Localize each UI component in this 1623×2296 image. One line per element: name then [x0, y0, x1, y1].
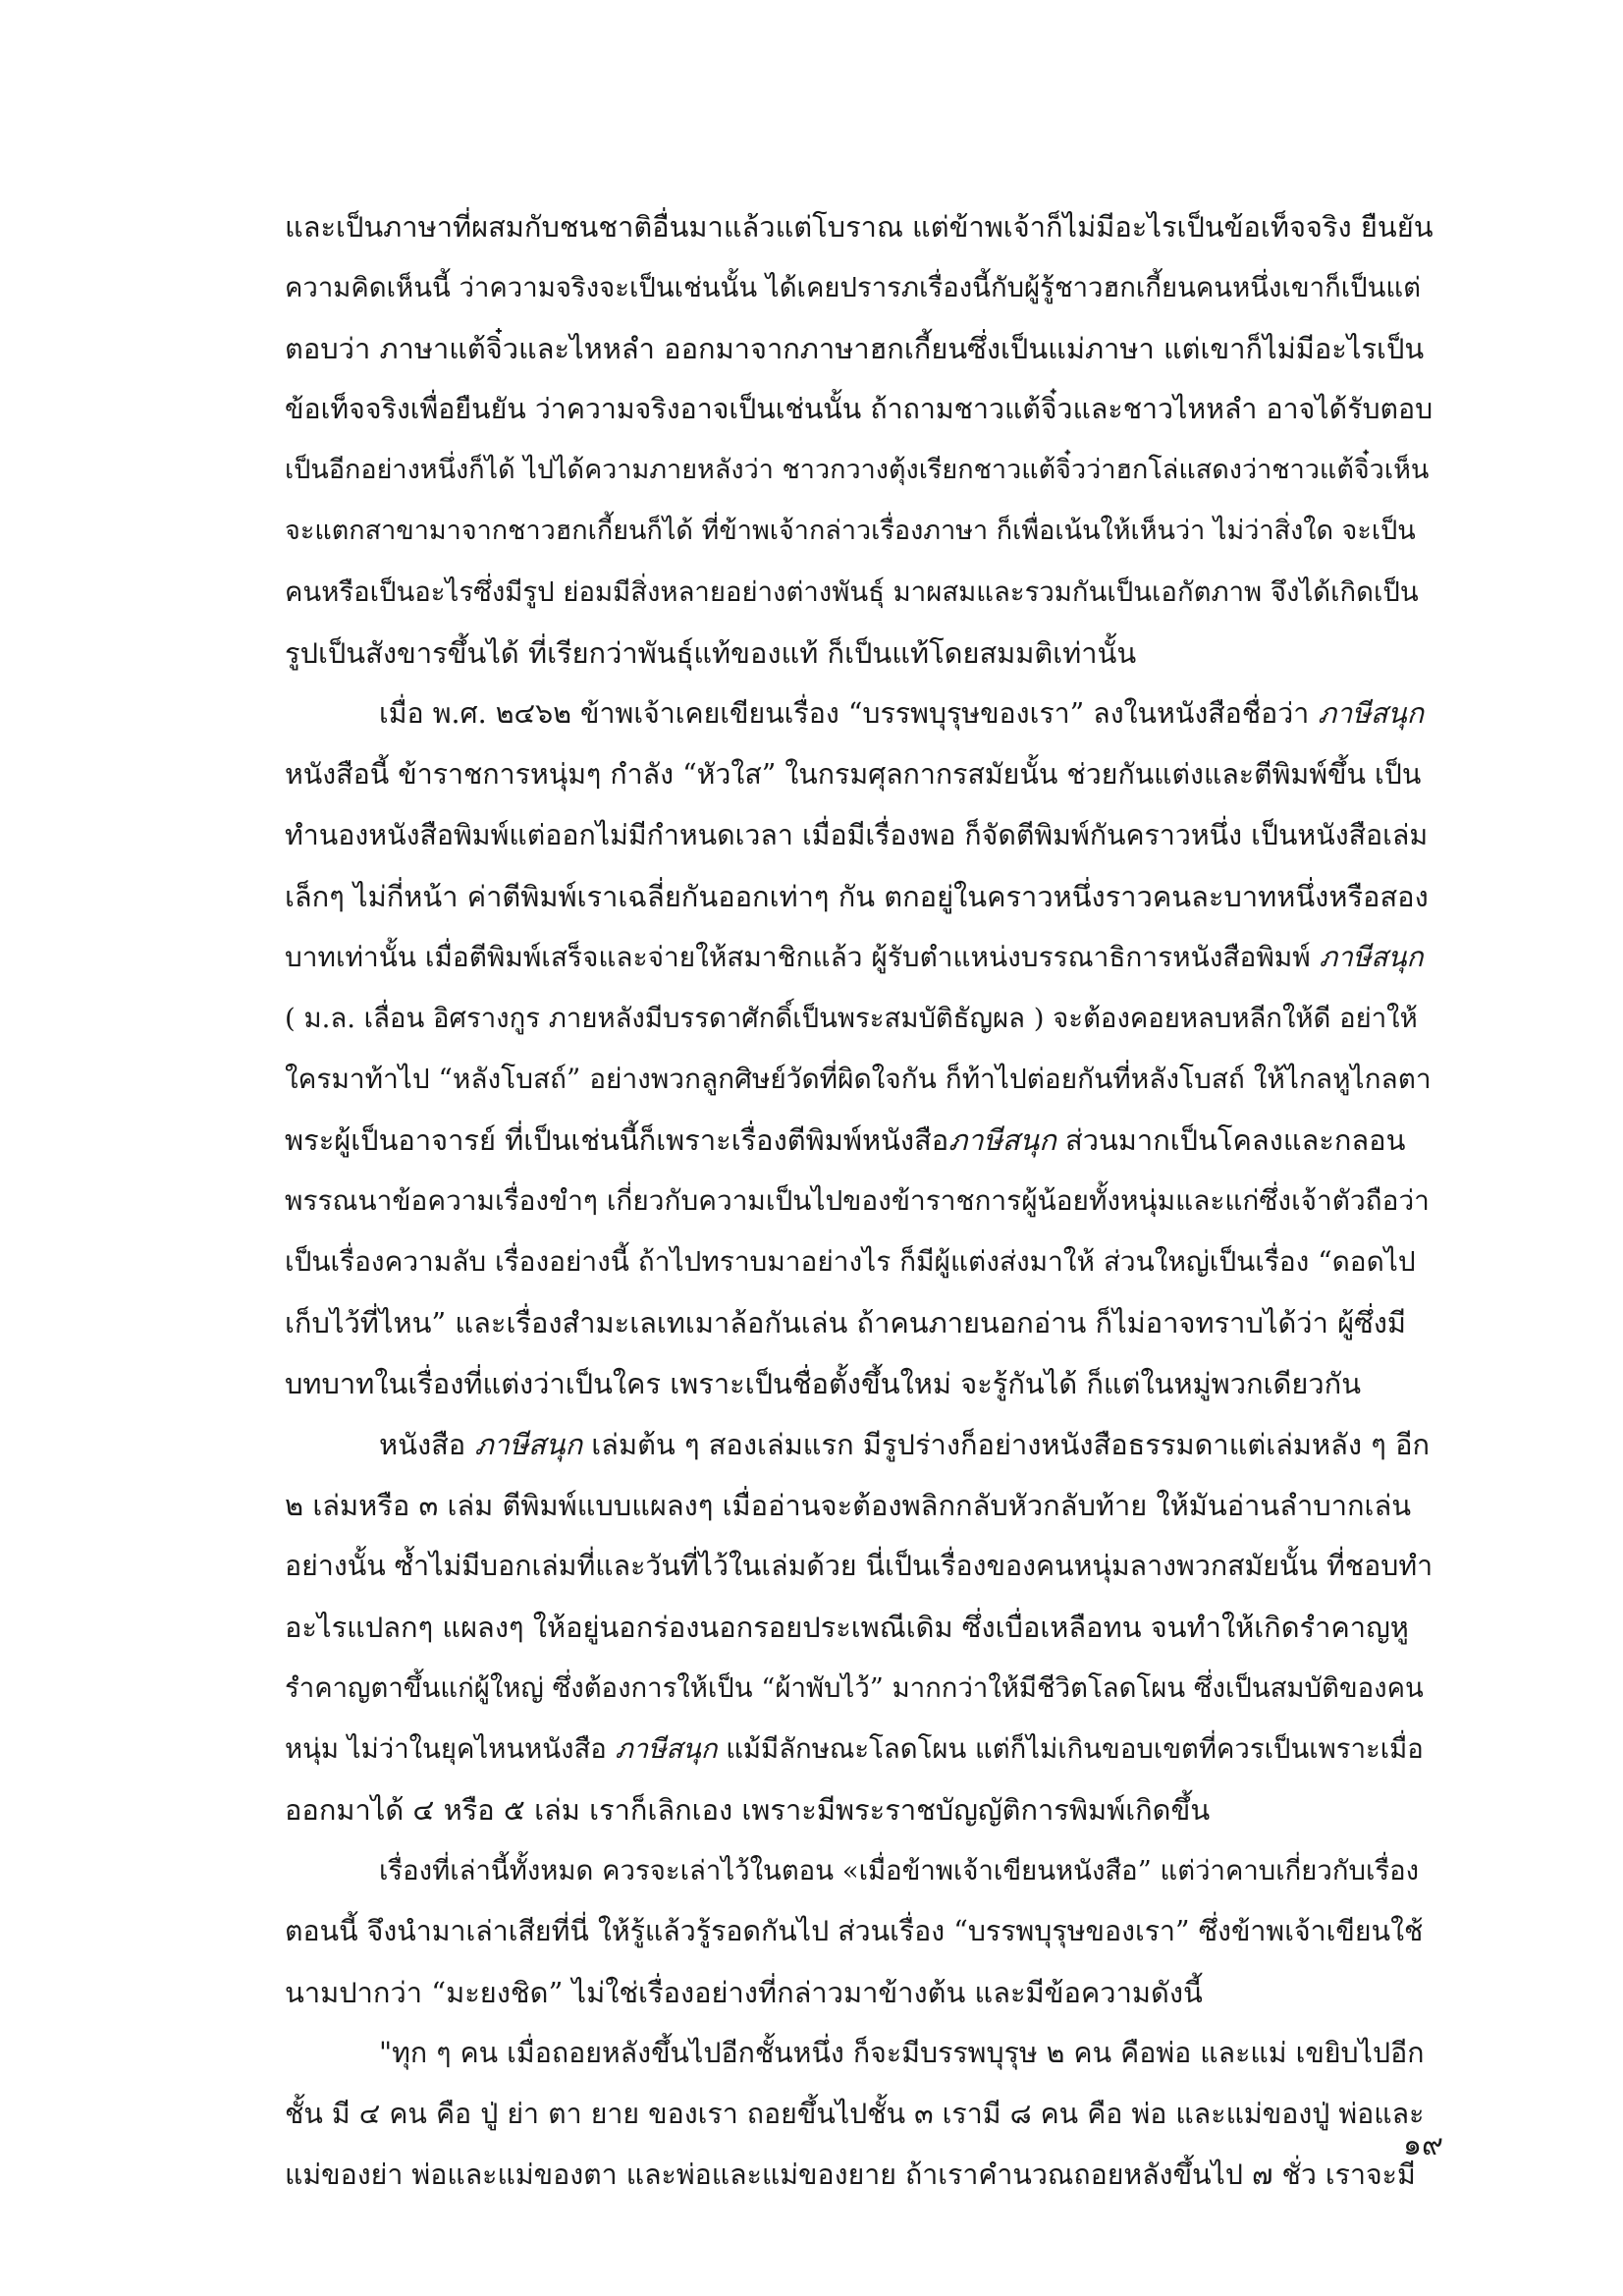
- text-line: แม่ของย่า พ่อและแม่ของตา และพ่อและแม่ของยาย ถ้าเราคำนวณถอยหลังขึ้นไป ๗ ชั่ว เราจะมี: [285, 2159, 1416, 2191]
- text-line: หนังสือนี้ ข้าราชการหนุ่มๆ กำลัง “หัวใส” ในกรมศุลกากรสมัยนั้น ช่วยกันแต่งและตีพิมพ์ขึ้น เป็น: [285, 758, 1422, 791]
- text-line: และเป็นภาษาที่ผสมกับชนชาติอื่นมาแล้วแต่โบราณ แต่ข้าพเจ้าก็ไม่มีอะไรเป็นข้อเท็จจริง ยืนยัน: [285, 210, 1434, 244]
- publication-title: ภาษีสนุก: [474, 1428, 583, 1461]
- text-line: ชั้น มี ๔ คน คือ ปู่ ย่า ตา ยาย ของเรา ถอยขึ้นไปชั้น ๓ เรามี ๘ คน คือ พ่อ และแม่ของปู่ พ่อและ: [285, 2098, 1425, 2130]
- text-line: ทำนองหนังสือพิมพ์แต่ออกไม่มีกำหนดเวลา เมื่อมีเรื่องพอ ก็จัดตีพิมพ์กันคราวหนึ่ง เป็นหนังสือเล่ม: [285, 819, 1429, 851]
- text-line: บทบาทในเรื่องที่แต่งว่าเป็นใคร เพราะเป็นชื่อตั้งขึ้นใหม่ จะรู้กันได้ ก็แต่ในหมู่พวกเดียวกัน: [285, 1367, 1362, 1400]
- text-line: ๒ เล่มหรือ ๓ เล่ม ตีพิมพ์แบบแผลงๆ เมื่ออ่านจะต้องพลิกกลับหัวกลับท้าย ให้มันอ่านลำบากเล่น: [285, 1489, 1412, 1522]
- text-line: หนังสือ ภาษีสนุก เล่มต้น ๆ สองเล่มแรก มีรูปร่างก็อย่างหนังสือธรรมดาแต่เล่มหลัง ๆ อีก: [379, 1428, 1431, 1461]
- publication-title: ภาษีสนุก: [1318, 697, 1424, 730]
- text-line: ตอบว่า ภาษาแต้จิ๋วและไหหลำ ออกมาจากภาษาฮกเกี้ยนซึ่งเป็นแม่ภาษา แต่เขาก็ไม่มีอะไรเป็น: [285, 332, 1425, 365]
- text-line: เป็นเรื่องความลับ เรื่องอย่างนี้ ถ้าไปทราบมาอย่างไร ก็มีผู้แต่งส่งมาให้ ส่วนใหญ่เป็นเรื่อง “ดอดไป: [285, 1245, 1416, 1278]
- text-line: รำคาญตาขึ้นแก่ผู้ใหญ่ ซึ่งต้องการให้เป็น “ผ้าพับไว้” มากกว่าให้มีชีวิตโลดโผน ซึ่งเป็นสมบัติของคน: [285, 1672, 1424, 1704]
- publication-title: ภาษีสนุก: [1319, 941, 1424, 973]
- text-line: "ทุก ๆ คน เมื่อถอยหลังขึ้นไปอีกชั้นหนึ่ง ก็จะมีบรรพบุรุษ ๒ คน คือพ่อ และแม่ เขยิบไปอีก: [379, 2037, 1425, 2069]
- text-line: หนุ่ม ไม่ว่าในยุคไหนหนังสือ ภาษีสนุก แม้มีลักษณะโลดโผน แต่ก็ไม่เกินขอบเขตที่ควรเป็นเพราะเมื่อ: [285, 1733, 1424, 1765]
- text-line: จะแตกสาขามาจากชาวฮกเกี้ยนก็ได้ ที่ข้าพเจ้ากล่าวเรื่องภาษา ก็เพื่อเน้นให้เห็นว่า ไม่ว่าสิ่งใด จะเป็น: [285, 516, 1416, 546]
- publication-title: ภาษีสนุก: [615, 1733, 718, 1765]
- text-line: ความคิดเห็นนี้ ว่าความจริงจะเป็นเช่นนั้น ได้เคยปรารภเรื่องนี้กับผู้รู้ชาวฮกเกี้ยนคนหนึ่งเขาก็เป็นแต่: [285, 272, 1421, 303]
- text-line: ใครมาท้าไป “หลังโบสถ์” อย่างพวกลูกศิษย์วัดที่ผิดใจกัน ก็ท้าไปต่อยกันที่หลังโบสถ์ ให้ไกลหูไกลตา: [285, 1063, 1432, 1095]
- text-line: เรื่องที่เล่านี้ทั้งหมด ควรจะเล่าไว้ในตอน «เมื่อข้าพเจ้าเขียนหนังสือ” แต่ว่าคาบเกี่ยวกับเรื่อง: [379, 1855, 1420, 1886]
- text-line: พระผู้เป็นอาจารย์ ที่เป็นเช่นนี้ก็เพราะเรื่องตีพิมพ์หนังสือภาษีสนุก ส่วนมากเป็นโคลงและกลอน: [285, 1123, 1406, 1157]
- text-line: ข้อเท็จจริงเพื่อยืนยัน ว่าความจริงอาจเป็นเช่นนั้น ถ้าถามชาวแต้จิ๋วและชาวไหหลำ อาจได้รับตอบ: [285, 393, 1434, 425]
- publication-title: ภาษีสนุก: [948, 1123, 1056, 1157]
- text-line: พรรณนาข้อความเรื่องขำๆ เกี่ยวกับความเป็นไปของข้าราชการผู้น้อยทั้งหนุ่มและแก่ซึ่งเจ้าตัวถือว่า: [285, 1184, 1430, 1217]
- text-line: เก็บไว้ที่ไหน” และเรื่องสำมะเลเทเมาล้อกันเล่น ถ้าคนภายนอกอ่าน ก็ไม่อาจทราบได้ว่า ผู้ซึ่งมี: [285, 1306, 1407, 1339]
- text-line: คนหรือเป็นอะไรซึ่งมีรูป ย่อมมีสิ่งหลายอย่างต่างพันธุ์ มาผสมและรวมกันเป็นเอกัตภาพ จึงได้เกิดเป็น: [285, 576, 1419, 608]
- text-line: ตอนนี้ จึงนำมาเล่าเสียที่นี่ ให้รู้แล้วรู้รอดกันไป ส่วนเรื่อง “บรรพบุรุษของเรา” ซึ่งข้าพเจ้าเขียนใช้: [285, 1915, 1424, 1947]
- text-line: เมื่อ พ.ศ. ๒๔๖๒ ข้าพเจ้าเคยเขียนเรื่อง “บรรพบุรุษของเรา” ลงในหนังสือชื่อว่า ภาษีสนุก: [379, 697, 1424, 730]
- page-number: ๑๙: [1402, 2128, 1443, 2162]
- text-line: อย่างนั้น ซ้ำไม่มีบอกเล่มที่และวันที่ไว้ในเล่มด้วย นี่เป็นเรื่องของคนหนุ่มลางพวกสมัยนั้น ที่ชอบทำ: [285, 1550, 1434, 1582]
- text-line: นามปากว่า “มะยงชิด” ไม่ใช่เรื่องอย่างที่กล่าวมาข้างต้น และมีข้อความดังนี้: [285, 1976, 1203, 2009]
- text-line: ( ม.ล. เลื่อน อิศรางกูร ภายหลังมีบรรดาศักดิ์เป็นพระสมบัติธัญผล ) จะต้องคอยหลบหลีกให้ดี อย่าให้: [285, 1003, 1418, 1034]
- text-line: อะไรแปลกๆ แผลงๆ ให้อยู่นอกร่องนอกรอยประเพณีเดิม ซึ่งเบื่อเหลือทน จนทำให้เกิดรำคาญหู: [285, 1611, 1409, 1644]
- text-line: เป็นอีกอย่างหนึ่งก็ได้ ไปได้ความภายหลังว่า ชาวกวางตุ้งเรียกชาวแต้จิ๋วว่าฮกโล่แสดงว่าชาวแต้จิ๋วเห็น: [285, 455, 1430, 485]
- text-line: ออกมาได้ ๔ หรือ ๕ เล่ม เราก็เลิกเอง เพราะมีพระราชบัญญัติการพิมพ์เกิดขึ้น: [285, 1793, 1211, 1827]
- text-line: เล็กๆ ไม่กี่หน้า ค่าตีพิมพ์เราเฉลี่ยกันออกเท่าๆ กัน ตกอยู่ในคราวหนึ่งราวคนละบาทหนึ่งหรือสอง: [285, 880, 1429, 913]
- text-line: รูปเป็นสังขารขึ้นได้ ที่เรียกว่าพันธุ์แท้ของแท้ ก็เป็นแท้โดยสมมติเท่านั้น: [285, 636, 1137, 670]
- text-line: บาทเท่านั้น เมื่อตีพิมพ์เสร็จและจ่ายให้สมาชิกแล้ว ผู้รับตำแหน่งบรรณาธิการหนังสือพิมพ์ ภาษีสนุก: [285, 941, 1424, 973]
